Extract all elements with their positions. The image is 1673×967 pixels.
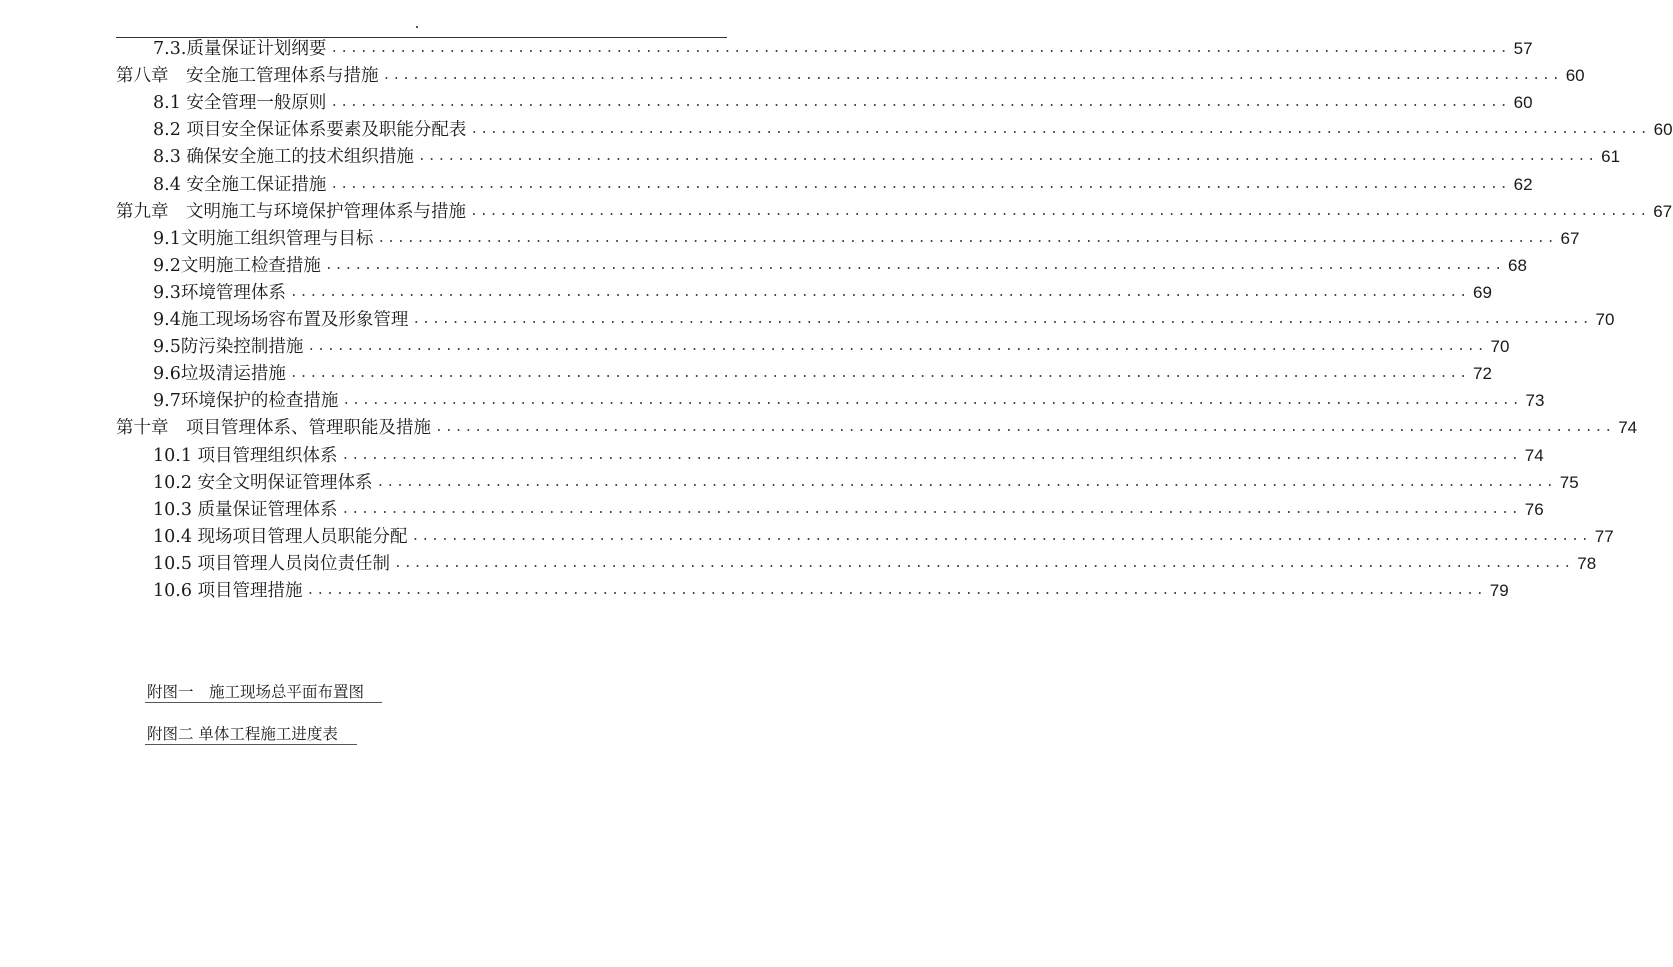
- toc-entry[interactable]: [153, 117, 1673, 143]
- toc-entry-title: 8.1 安全管理一般原则: [153, 93, 327, 114]
- toc-page-number: 70: [1595, 310, 1615, 329]
- toc-entry-title: 10.5 项目管理人员岗位责任制: [153, 553, 391, 574]
- toc-leader-dots: ........................................................................................................................: [470, 122, 1650, 138]
- toc-entry[interactable]: [153, 334, 1510, 360]
- toc-entry-title: 9.5防污染控制措施: [153, 337, 304, 358]
- toc-leader-dots: ........................................................................................................................: [341, 501, 1521, 517]
- toc-entry-title: 第八章 安全施工管理体系与措施: [116, 66, 379, 87]
- toc-leader-dots: ........................................................................................................................: [341, 447, 1521, 463]
- appendix-underline: [145, 744, 357, 745]
- toc-entry-title: 8.4 安全施工保证措施: [153, 174, 327, 195]
- toc-page-number: 75: [1559, 472, 1579, 492]
- toc-leader-dots: ........................................................................................................................: [306, 583, 1486, 598]
- toc-page-number: 76: [1524, 499, 1544, 519]
- toc-entry[interactable]: [116, 415, 1638, 441]
- toc-page-number: 69: [1473, 282, 1492, 302]
- toc-entry-title: 第十章 项目管理体系、管理职能及措施: [116, 418, 431, 439]
- toc-page-number: 70: [1490, 337, 1510, 357]
- toc-leader-dots: ........................................................................................................................: [412, 312, 1592, 327]
- toc-leader-dots: ........................................................................................................................: [330, 176, 1510, 192]
- toc-entry[interactable]: [153, 578, 1509, 604]
- toc-entry[interactable]: [153, 497, 1544, 523]
- toc-entry[interactable]: [153, 90, 1533, 116]
- toc-entry-title: 10.6 项目管理措施: [153, 581, 303, 601]
- appendix-link[interactable]: 附图一 施工现场总平面布置图: [147, 683, 365, 701]
- toc-entry-title: 9.4施工现场场容布置及形象管理: [153, 310, 409, 330]
- header-mark: [416, 26, 418, 28]
- toc-leader-dots: ........................................................................................................................: [289, 284, 1470, 300]
- toc-leader-dots: ........................................................................................................................: [377, 230, 1557, 246]
- toc-entry[interactable]: [153, 551, 1597, 577]
- toc-page-number: 73: [1525, 391, 1545, 411]
- appendix-link[interactable]: 附图二 单体工程施工进度表: [147, 725, 338, 743]
- toc-page-number: 74: [1524, 445, 1544, 465]
- toc-entry-title: 10.3 质量保证管理体系: [153, 499, 338, 520]
- appendix-underline: [145, 702, 382, 703]
- toc-leader-dots: ........................................................................................................................: [307, 339, 1487, 355]
- toc-entry-title: 7.3.质量保证计划纲要: [153, 39, 327, 59]
- toc-entry[interactable]: [153, 388, 1545, 414]
- toc-page-number: 60: [1513, 93, 1533, 113]
- toc-entry-title: 第九章 文明施工与环境保护管理体系与措施: [116, 201, 466, 222]
- toc-entry-title: 10.4 现场项目管理人员职能分配: [153, 526, 408, 547]
- toc-entry[interactable]: [153, 172, 1533, 198]
- toc-page-number: 67: [1560, 228, 1580, 248]
- toc-entry-title: 9.1文明施工组织管理与目标: [153, 228, 374, 249]
- toc-entry[interactable]: [153, 226, 1580, 252]
- toc-entry[interactable]: [153, 361, 1492, 387]
- toc-page-number: 74: [1618, 418, 1638, 438]
- toc-entry-title: 8.3 确保安全施工的技术组织措施: [153, 147, 414, 168]
- toc-leader-dots: ........................................................................................................................: [330, 41, 1510, 56]
- toc-leader-dots: ........................................................................................................................: [394, 555, 1574, 571]
- toc-entry[interactable]: [153, 36, 1533, 62]
- toc-entry[interactable]: [153, 307, 1615, 333]
- toc-entry-title: 9.2文明施工检查措施: [153, 255, 321, 276]
- toc-page-number: 78: [1577, 553, 1597, 573]
- toc-entry[interactable]: [153, 443, 1544, 469]
- toc-entry-title: 8.2 项目安全保证体系要素及职能分配表: [153, 120, 467, 141]
- toc-leader-dots: ........................................................................................................................: [342, 393, 1522, 409]
- toc-leader-dots: ........................................................................................................................: [376, 474, 1556, 490]
- toc-entry-title: 9.6垃圾清运措施: [153, 364, 286, 385]
- toc-leader-dots: ........................................................................................................................: [289, 366, 1470, 382]
- toc-page-number: 77: [1594, 526, 1614, 546]
- toc-leader-dots: ........................................................................................................................: [470, 203, 1650, 219]
- toc-entry-title: 10.1 项目管理组织体系: [153, 445, 338, 466]
- toc-page-number: 72: [1473, 364, 1492, 384]
- toc-leader-dots: ........................................................................................................................: [435, 420, 1615, 436]
- toc-page-number: 79: [1489, 581, 1509, 600]
- toc-leader-dots: ........................................................................................................................: [330, 95, 1510, 111]
- toc-leader-dots: ........................................................................................................................: [417, 149, 1598, 165]
- toc-leader-dots: ........................................................................................................................: [324, 257, 1505, 273]
- toc-entry[interactable]: [116, 199, 1673, 225]
- toc-leader-dots: ........................................................................................................................: [411, 528, 1591, 544]
- toc-page-number: 61: [1601, 147, 1621, 167]
- toc-page-number: 67: [1653, 201, 1673, 221]
- toc-entry[interactable]: [153, 470, 1579, 496]
- toc-page-number: 60: [1653, 120, 1673, 140]
- toc-page-number: 57: [1513, 39, 1533, 58]
- toc-page-number: 60: [1565, 66, 1585, 86]
- toc-page-number: 62: [1513, 174, 1533, 194]
- toc-page-number: 68: [1508, 255, 1527, 275]
- toc-entry[interactable]: [153, 144, 1621, 170]
- toc-entry[interactable]: [153, 280, 1492, 306]
- toc-entry-title: 10.2 安全文明保证管理体系: [153, 472, 373, 493]
- toc-entry[interactable]: [153, 253, 1527, 279]
- toc-entry[interactable]: [153, 524, 1614, 550]
- toc-entry[interactable]: [116, 63, 1585, 89]
- toc-leader-dots: ........................................................................................................................: [382, 68, 1562, 84]
- toc-entry-title: 9.3环境管理体系: [153, 282, 286, 303]
- toc-entry-title: 9.7环境保护的检查措施: [153, 391, 339, 412]
